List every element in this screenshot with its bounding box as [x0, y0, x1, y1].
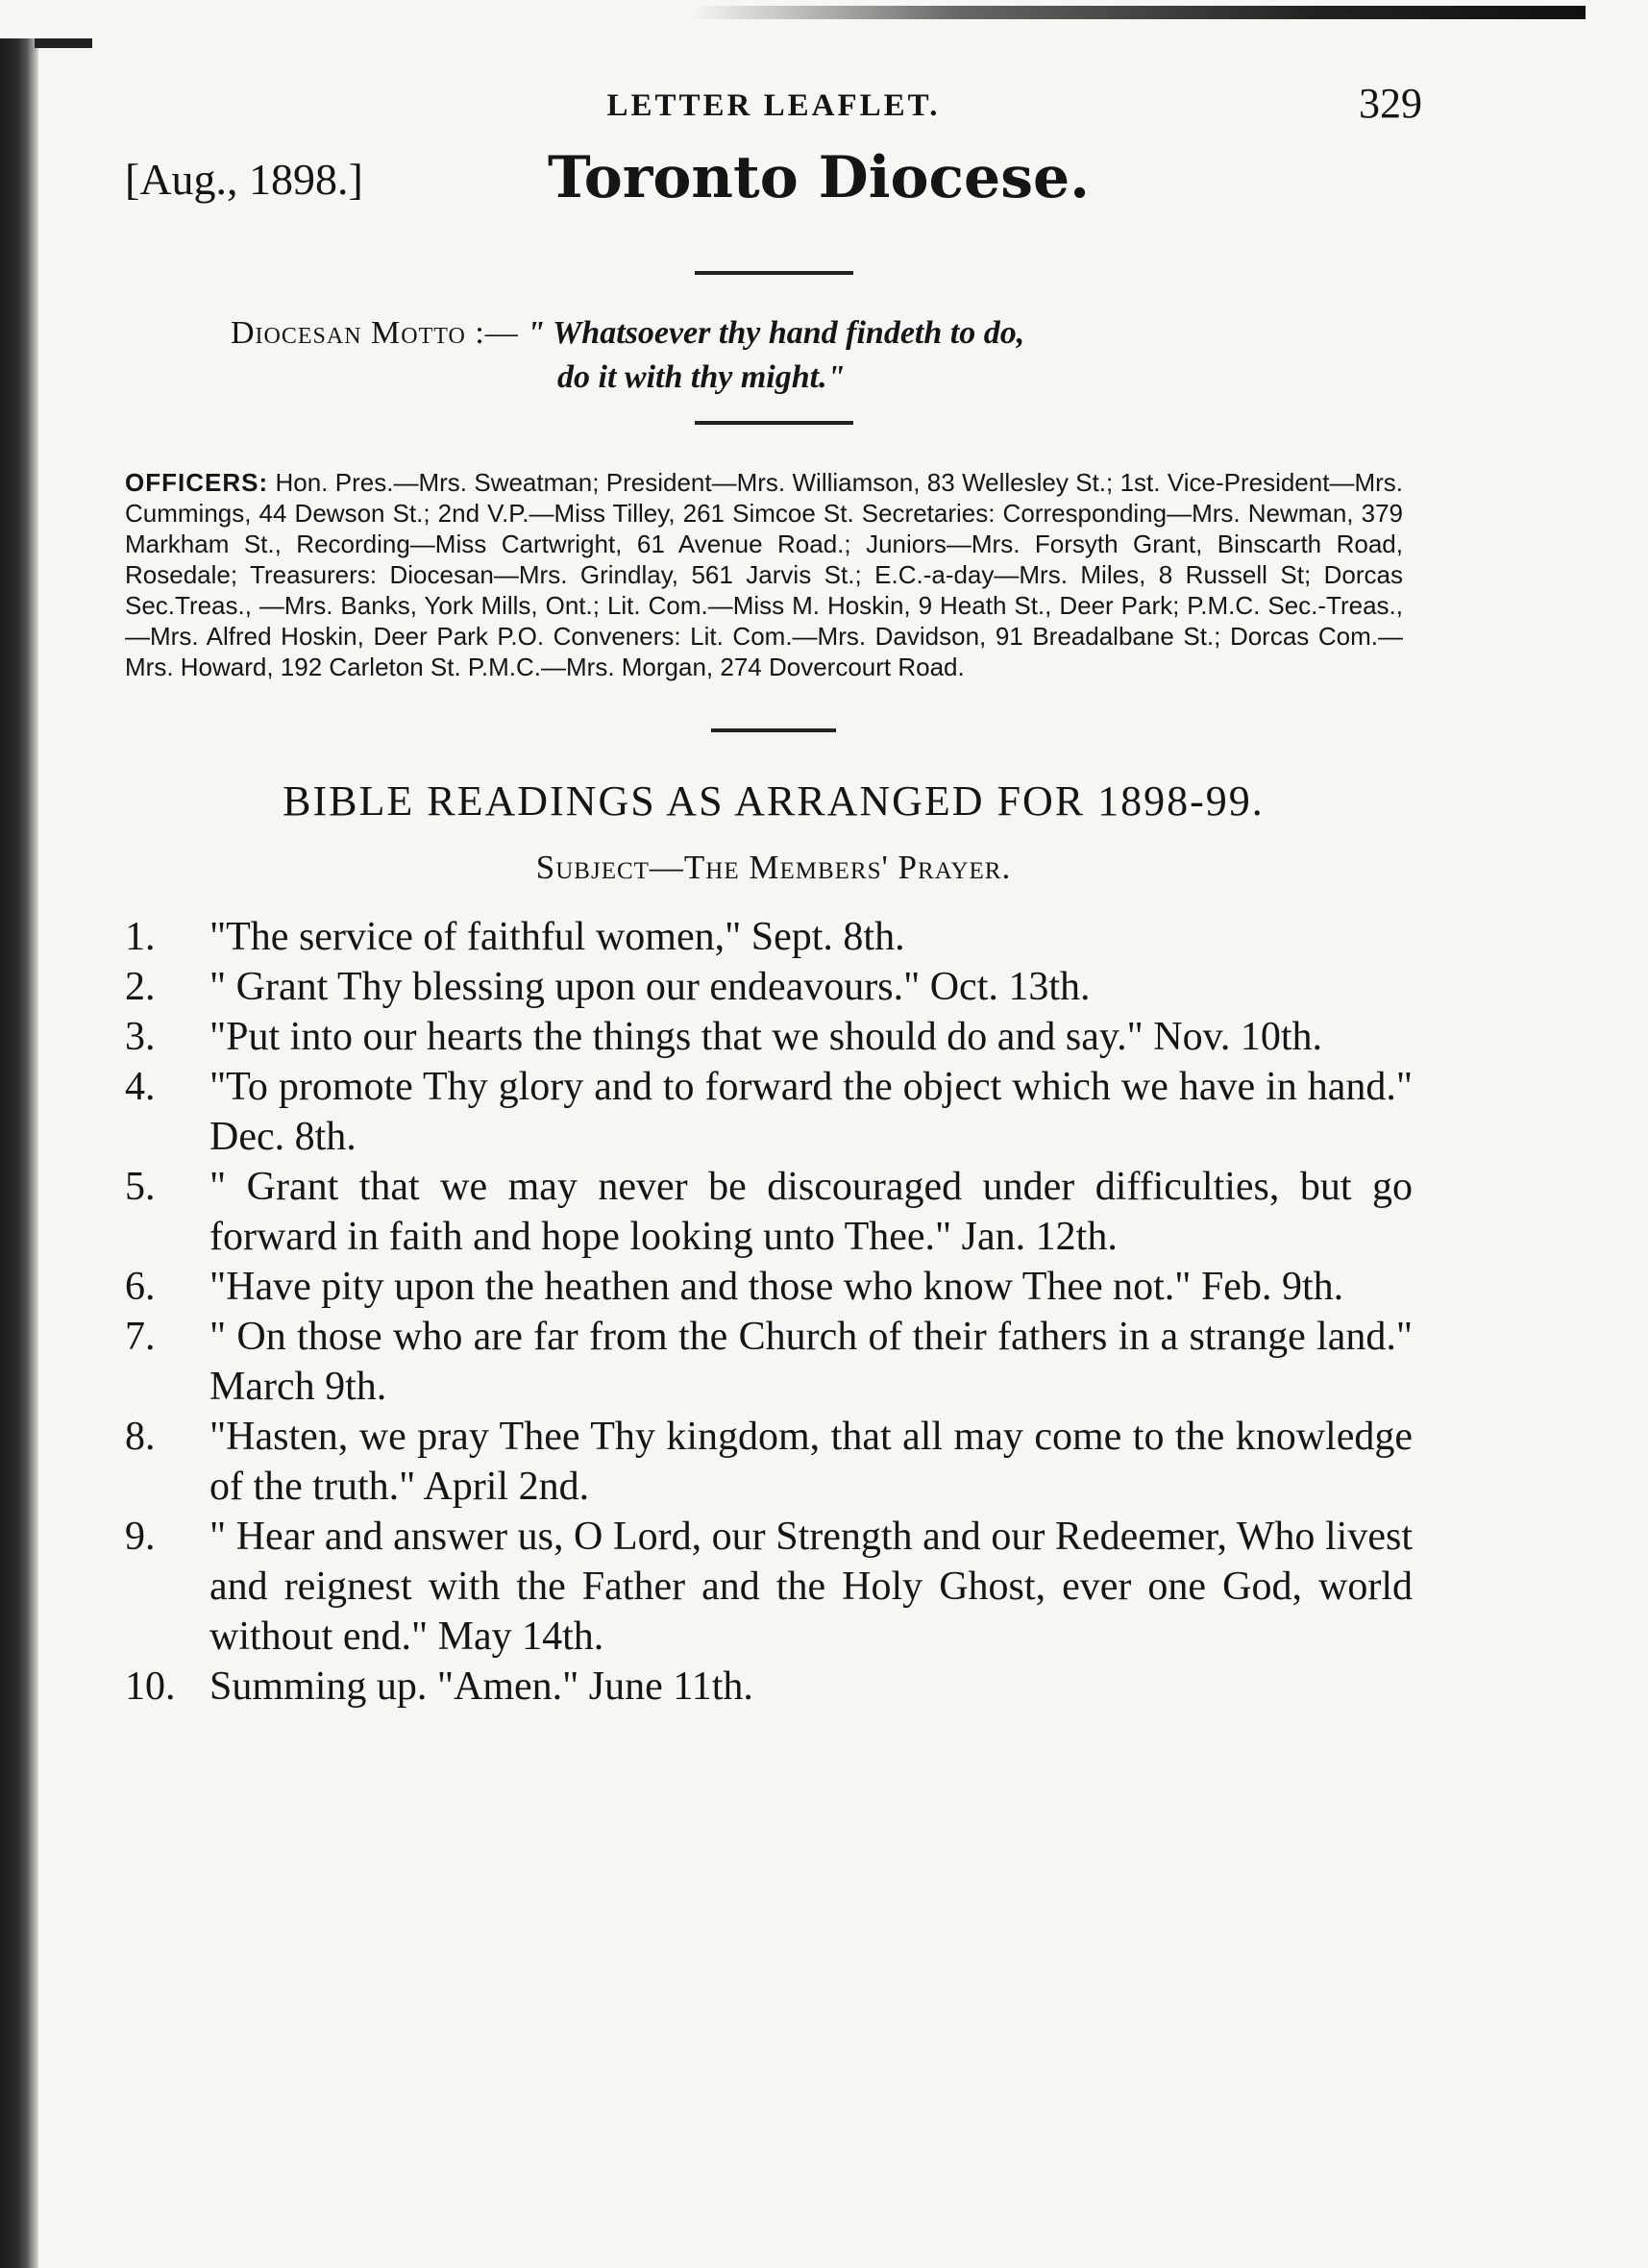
- list-item: [125, 1412, 1422, 1512]
- item-number: 4.: [125, 1065, 156, 1109]
- list-item: [125, 1162, 1422, 1262]
- item-text: " Grant that we may never be discouraged under difficulties, but go forward in faith and hope looking unto Thee." Jan. 12th.: [209, 1165, 1413, 1259]
- item-number: 1.: [125, 915, 156, 959]
- divider-rule: [695, 271, 853, 275]
- binding-spine: [0, 38, 38, 2268]
- readings-title: BIBLE READINGS AS ARRANGED FOR 1898-99.: [283, 777, 1265, 825]
- page: [125, 77, 1422, 1712]
- headline: [125, 135, 1422, 259]
- item-number: 9.: [125, 1515, 156, 1559]
- officers-heading: OFFICERS:: [125, 468, 269, 497]
- item-number: 3.: [125, 1015, 156, 1059]
- list-item: [125, 1262, 1422, 1312]
- officers-text: Hon. Pres.—Mrs. Sweatman; President—Mrs. Williamson, 83 Wellesley St.; 1st. Vice-President—Mrs. Cummings, 44 Dewson St.; 2nd V.P.—Miss Tilley, 261 Simcoe St. Secretaries: Corresponding—Mrs. Newman, 379 Markham St., Recording—Miss Cartwright, 61 Avenue Road.; Juniors—Mrs. Forsyth Grant, Binscarth Road, Rosedale; Treasurers: Diocesan—Mrs. Grindlay, 561 Jarvis St.; E.C.-a-day—Mrs. Miles, 8 Russell St; Dorcas Sec.Treas., —Mrs. Banks, York Mills, Ont.; Lit. Com.—Miss M. Hoskin, 9 Heath St., Deer Park; P.M.C. Sec.-Treas.,—Mrs. Alfred Hoskin, Deer Park P.O. Conveners: Lit. Com.—Mrs. Davidson, 91 Breadalbane St.; Dorcas Com.—Mrs. Howard, 192 Carleton St. P.M.C.—Mrs. Morgan, 274 Dovercourt Road.: [125, 468, 1403, 681]
- item-text: "Hasten, we pray Thee Thy kingdom, that all may come to the knowledge of the truth." April 2nd.: [209, 1415, 1413, 1509]
- page-number: 329: [1359, 80, 1422, 127]
- item-number: 10.: [125, 1664, 176, 1709]
- divider-rule: [695, 421, 853, 425]
- binding-notch: [35, 38, 92, 48]
- divider-rule: [711, 728, 836, 732]
- item-number: 7.: [125, 1315, 156, 1359]
- issue-date: [Aug., 1898.]: [125, 155, 363, 204]
- motto-quote-line1: " Whatsoever thy hand findeth to do,: [527, 315, 1025, 351]
- officers-paragraph: [125, 467, 1422, 682]
- list-item: [125, 1062, 1422, 1162]
- running-head-title: LETTER LEAFLET.: [606, 88, 941, 123]
- scan-edge-rule: [692, 6, 1586, 19]
- motto-lead: Diocesan Motto :—: [231, 315, 519, 351]
- item-number: 2.: [125, 965, 156, 1009]
- running-head: [125, 77, 1422, 135]
- list-item: [125, 912, 1422, 962]
- list-item: [125, 1662, 1422, 1712]
- list-item: [125, 962, 1422, 1012]
- readings-subject: Subject—The Members' Prayer.: [535, 849, 1012, 886]
- item-text: "Have pity upon the heathen and those who know Thee not." Feb. 9th.: [209, 1265, 1344, 1309]
- motto-quote-line2: do it with thy might.": [557, 359, 846, 395]
- item-text: " On those who are far from the Church of their fathers in a strange land." March 9th.: [209, 1315, 1413, 1409]
- item-text: Summing up. "Amen." June 11th.: [209, 1664, 753, 1709]
- readings-list: [125, 912, 1422, 1712]
- item-number: 8.: [125, 1415, 156, 1459]
- item-text: " Grant Thy blessing upon our endeavours." Oct. 13th.: [209, 965, 1091, 1009]
- item-text: "To promote Thy glory and to forward the object which we have in hand." Dec. 8th.: [209, 1065, 1413, 1159]
- item-text: " Hear and answer us, O Lord, our Strength and our Redeemer, Who livest and reignest with the Father and the Holy Ghost, ever one God, world without end." May 14th.: [209, 1515, 1413, 1659]
- diocesan-motto: [231, 311, 1422, 400]
- list-item: [125, 1012, 1422, 1062]
- list-item: [125, 1512, 1422, 1662]
- list-item: [125, 1312, 1422, 1412]
- item-text: "Put into our hearts the things that we should do and say." Nov. 10th.: [209, 1015, 1323, 1059]
- diocese-title: Toronto Diocese.: [548, 144, 1091, 211]
- item-number: 5.: [125, 1165, 156, 1209]
- item-text: "The service of faithful women," Sept. 8th.: [209, 915, 905, 959]
- item-number: 6.: [125, 1265, 156, 1309]
